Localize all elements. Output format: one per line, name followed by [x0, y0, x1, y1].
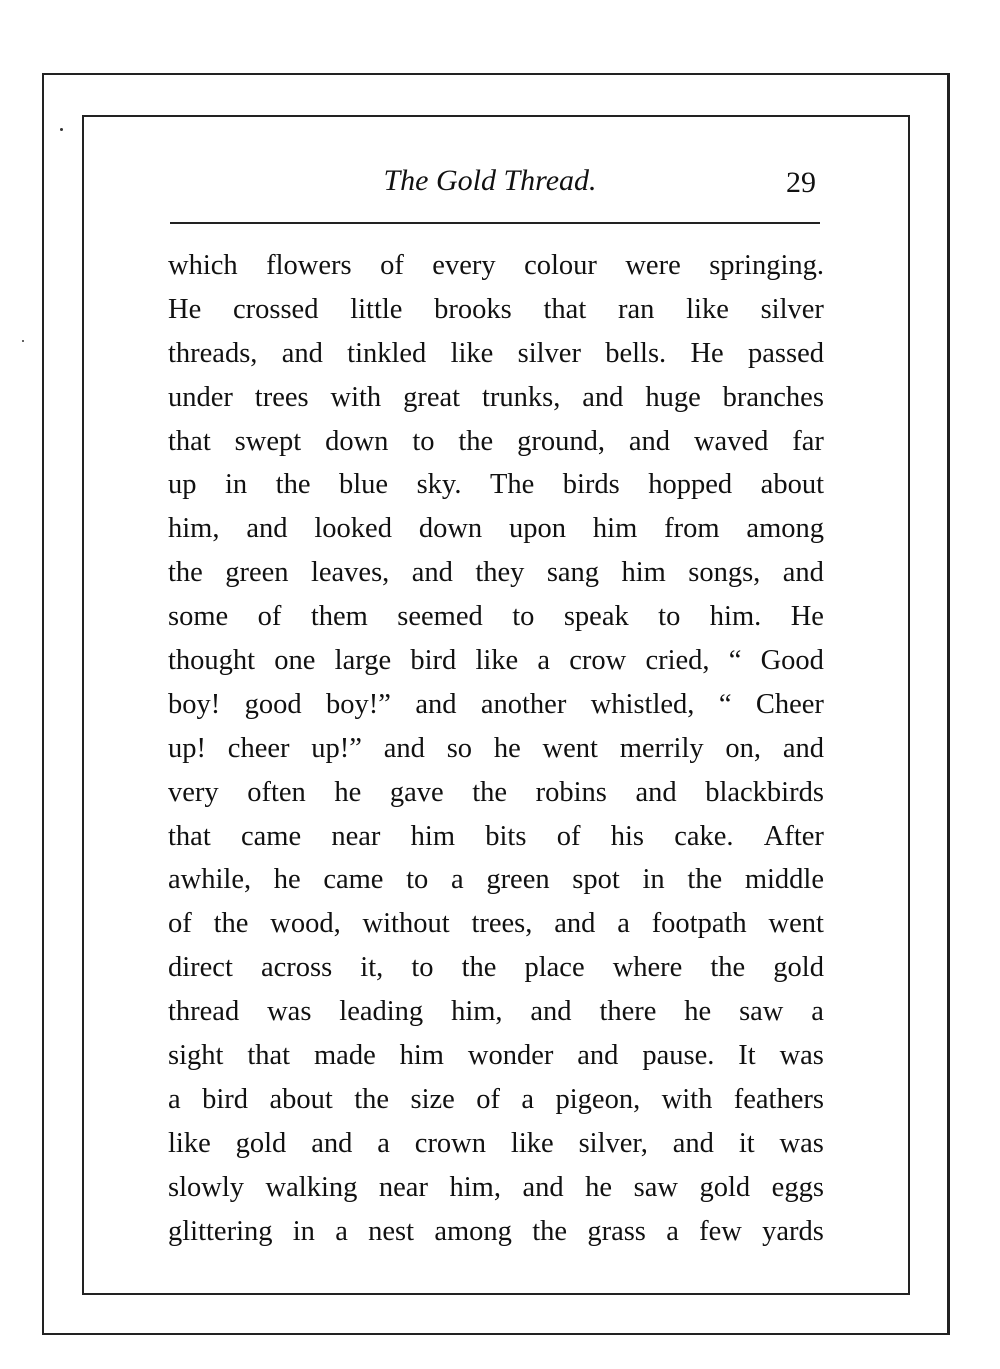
page-number: 29: [786, 166, 816, 199]
text-line: He crossed little brooks that ran like silver: [168, 293, 824, 325]
text-line: thought one large bird like a crow cried, “ Good: [168, 645, 824, 677]
text-line: some of them seemed to speak to him. He: [168, 601, 824, 633]
text-line: him, and looked down upon him from among: [168, 513, 824, 545]
header-rule: [170, 222, 820, 224]
body-text: [168, 244, 824, 1253]
text-line: like gold and a crown like silver, and it was: [168, 1127, 824, 1159]
text-line: that came near him bits of his cake. After: [168, 820, 824, 852]
scan-speck: [60, 128, 63, 131]
text-line: that swept down to the ground, and waved far: [168, 425, 824, 457]
text-line: a bird about the size of a pigeon, with feathers: [168, 1083, 824, 1115]
text-line: the green leaves, and they sang him songs, and: [168, 557, 824, 589]
text-line: sight that made him wonder and pause. It was: [168, 1040, 824, 1072]
running-header-title: The Gold Thread.: [383, 164, 597, 197]
text-line: direct across it, to the place where the gold: [168, 952, 824, 984]
text-line: slowly walking near him, and he saw gold eggs: [168, 1171, 824, 1203]
text-line: up! cheer up!” and so he went merrily on, and: [168, 732, 824, 764]
text-line: awhile, he came to a green spot in the middle: [168, 864, 824, 896]
text-line: threads, and tinkled like silver bells. He passed: [168, 337, 824, 369]
text-line: very often he gave the robins and blackbirds: [168, 776, 824, 808]
text-line: thread was leading him, and there he saw a: [168, 996, 824, 1028]
scan-speck: [22, 340, 24, 342]
text-line: glittering in a nest among the grass a few yards: [168, 1215, 824, 1247]
text-line: which flowers of every colour were springing.: [168, 250, 824, 281]
text-line: under trees with great trunks, and huge branches: [168, 381, 824, 413]
text-line: boy! good boy!” and another whistled, “ Cheer: [168, 688, 824, 720]
text-line: up in the blue sky. The birds hopped about: [168, 469, 824, 501]
text-line: of the wood, without trees, and a footpath went: [168, 908, 824, 940]
